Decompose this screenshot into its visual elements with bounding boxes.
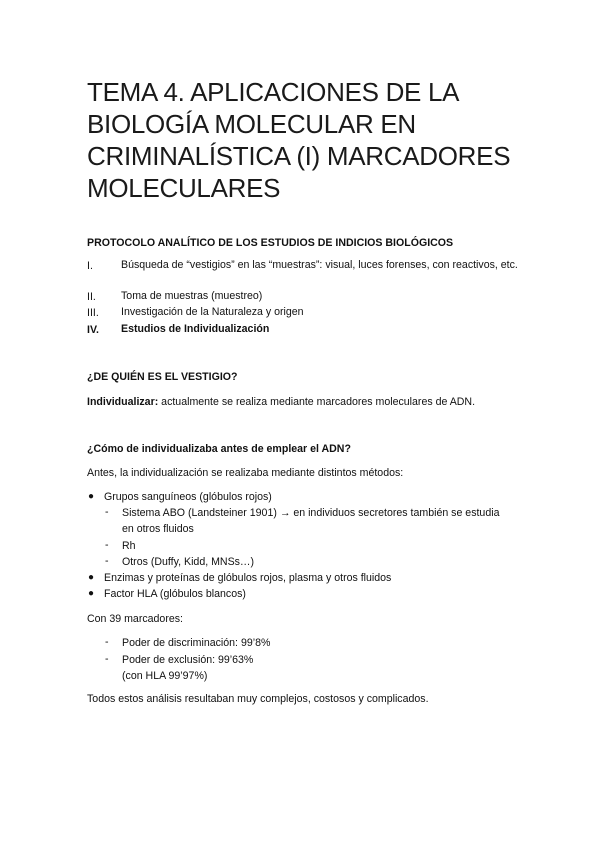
dash-icon: - [105, 506, 109, 518]
title-line: CRIMINALÍSTICA (I) MARCADORES [87, 141, 511, 171]
before-intro: Antes, la individualización se realizaba mediante distintos métodos: [87, 467, 404, 479]
list-number: IV. [87, 324, 99, 336]
dash-icon: - [105, 555, 109, 567]
sub-item-continuation: en otros fluidos [122, 523, 194, 535]
bullet-item: Factor HLA (glóbulos blancos) [104, 588, 246, 600]
marker-item: Poder de discriminación: 99’8% [122, 637, 271, 649]
list-item: Toma de muestras (muestreo) [121, 290, 263, 302]
list-number: I. [87, 260, 93, 272]
marker-item-continuation: (con HLA 99’97%) [122, 670, 208, 682]
whose-heading: ¿DE QUIÉN ES EL VESTIGIO? [87, 371, 238, 383]
list-item: Búsqueda de “vestigios” en las “muestras”: visual, luces forenses, con reactivos, etc. [121, 259, 518, 271]
markers-intro: Con 39 marcadores: [87, 613, 183, 625]
bullet-icon: ● [88, 572, 95, 583]
title-line: MOLECULARES [87, 173, 281, 203]
protocol-heading: PROTOCOLO ANALÍTICO DE LOS ESTUDIOS DE INDICIOS BIOLÓGICOS [87, 237, 454, 249]
sub-item: Sistema ABO (Landsteiner 1901) → en individuos secretores también se estudia [122, 507, 500, 519]
marker-item: Poder de exclusión: 99’63% [122, 654, 254, 666]
bullet-item: Grupos sanguíneos (glóbulos rojos) [104, 491, 272, 503]
individualize-text: actualmente se realiza mediante marcadores moleculares de ADN. [158, 396, 476, 408]
sub-item: Otros (Duffy, Kidd, MNSs…) [122, 556, 255, 568]
list-item: Estudios de Individualización [121, 323, 270, 335]
sub-item: Rh [122, 540, 136, 552]
dash-icon: - [105, 539, 109, 551]
individualize-paragraph [87, 395, 475, 409]
before-heading: ¿Cómo de individualizaba antes de emplear el ADN? [87, 443, 351, 455]
bullet-icon: ● [88, 588, 95, 599]
title-line: TEMA 4. APLICACIONES DE LA [87, 77, 460, 107]
individualize-term: Individualizar: [87, 396, 159, 408]
conclusion: Todos estos análisis resultaban muy complejos, costosos y complicados. [87, 693, 429, 705]
page-title [87, 76, 527, 204]
dash-icon: - [105, 636, 109, 648]
title-line: BIOLOGÍA MOLECULAR EN [87, 109, 416, 139]
dash-icon: - [105, 653, 109, 665]
list-number: III. [87, 307, 99, 319]
list-item: Investigación de la Naturaleza y origen [121, 306, 304, 318]
list-number: II. [87, 291, 96, 303]
bullet-item: Enzimas y proteínas de glóbulos rojos, plasma y otros fluidos [104, 572, 392, 584]
bullet-icon: ● [88, 491, 95, 502]
